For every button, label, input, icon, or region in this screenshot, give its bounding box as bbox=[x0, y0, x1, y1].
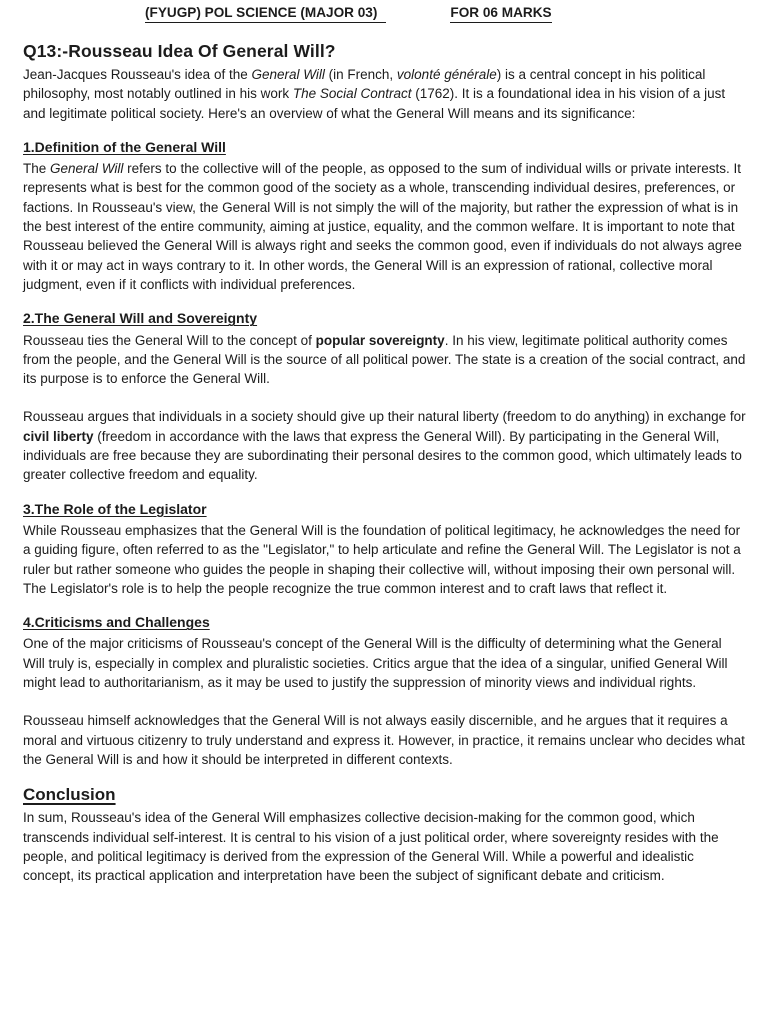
conclusion-heading: Conclusion bbox=[23, 785, 116, 805]
section-heading-criticisms: 4.Criticisms and Challenges bbox=[23, 614, 210, 631]
course-heading: (FYUGP) POL SCIENCE (MAJOR 03) bbox=[145, 3, 386, 23]
section-definition bbox=[23, 138, 746, 294]
paragraph: While Rousseau emphasizes that the General Will is the foundation of political legitimacy, he acknowledges the need for a guiding figure, often referred to as the "Legislator," to help articulate and refine the General Will. The Legislator is not a ruler but rather someone who guides the people in shaping their collective will, without imposing their own personal will. The Legislator's role is to help the people recognize the true common interest and to craft laws that reflect it. bbox=[23, 522, 741, 596]
intro-paragraph: Jean-Jacques Rousseau's idea of the General Will (in French, volonté générale) is a central concept in his political philosophy, most notably outlined in his work The Social Contract (1762). It is a foundational idea in his vision of a just and legitimate political society. Here's an overview of what the General Will means and its significance: bbox=[23, 67, 726, 121]
paragraph: Rousseau ties the General Will to the concept of popular sovereignty. In his view, legitimate political authority comes from the people, and the General Will is the source of all political power. The state is a creation of the social contract, and its purpose is to enforce the General Will. bbox=[23, 332, 746, 387]
marks-heading: FOR 06 MARKS bbox=[450, 3, 551, 23]
paragraph: One of the major criticisms of Rousseau's concept of the General Will is the difficulty of determining what the General Will truly is, especially in complex and pluralistic societies. Critics argue that the idea of a singular, unified General Will might lead to authoritarianism, as it may be used to justify the suppression of minority views and individual rights. bbox=[23, 636, 728, 691]
section-legislator bbox=[23, 500, 746, 598]
paragraph: Rousseau argues that individuals in a society should give up their natural liberty (freedom to do anything) in exchange for civil liberty (freedom in accordance with the laws that express the General Will). By participating in the General Will, individuals are free because they are subordinating their personal desires to the common good, which ultimately leads to greater collective freedom and equality. bbox=[23, 409, 746, 483]
section-heading-sovereignty: 2.The General Will and Sovereignty bbox=[23, 310, 258, 327]
section-criticisms bbox=[23, 613, 746, 769]
section-conclusion bbox=[23, 784, 746, 885]
section-sovereignty bbox=[23, 309, 746, 484]
question-title: Q13:-Rousseau Idea Of General Will? bbox=[23, 41, 336, 61]
section-heading-definition: 1.Definition of the General Will bbox=[23, 138, 226, 155]
section-heading-legislator: 3.The Role of the Legislator bbox=[23, 500, 207, 517]
paragraph: Rousseau himself acknowledges that the General Will is not always easily discernible, and he argues that it requires a moral and virtuous citizenry to truly understand and express it. However, in practice, it remains unclear who decides what the General Will is and how it should be interpreted in different contexts. bbox=[23, 713, 745, 767]
document-header bbox=[23, 3, 746, 21]
conclusion-paragraph: In sum, Rousseau's idea of the General Will emphasizes collective decision-making for the common good, which transcends individual self-interest. It is central to his vision of a just political order, where sovereignty resides with the people, and political legitimacy is derived from the expression of the General Will. While a powerful and idealistic concept, its practical application and interpretation have been the subject of significant debate and criticism. bbox=[23, 810, 719, 884]
paragraph: The General Will refers to the collective will of the people, as opposed to the sum of individual wills or private interests. It represents what is best for the common good of the society as a whole, transcending individual desires, preferences, or factions. In Rousseau's view, the General Will is not simply the will of the majority, but rather the expression of what is in the best interest of the entire community, aiming at justice, equality, and the common welfare. It is important to note that Rousseau believed the General Will is always right and seeks the common good, even if individuals do not always agree with it or may act in ways contrary to it. In other words, the General Will is an expression of rational, collective moral judgment, even if it conflicts with individual preferences. bbox=[23, 161, 742, 292]
